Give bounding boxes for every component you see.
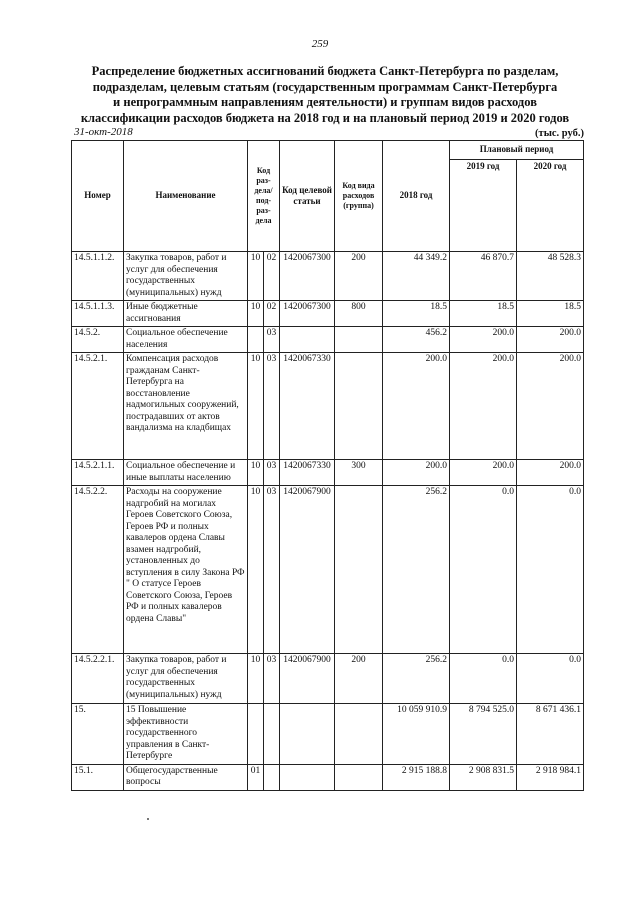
header-name: Наименование [124,141,248,252]
title-line: классификации расходов бюджета на 2018 год и на плановый период 2019 и 2020 годов [80,110,570,125]
row-number: 14.5.1.1.3. [72,301,124,327]
row-2018: 44 349.2 [383,252,450,301]
row-name: Социальное обеспечение и иные выплаты населению [124,460,248,486]
table-row [72,252,584,301]
row-expense-type: 300 [335,460,383,486]
row-2018: 10 059 910.9 [383,704,450,765]
row-2019: 8 794 525.0 [450,704,517,765]
row-subsection: 03 [264,486,280,654]
row-expense-type [335,704,383,765]
header-section-code: Код раз-дела/ под-раз-дела [248,141,280,252]
header-number: Номер [72,141,124,252]
row-target: 1420067900 [280,486,335,654]
row-target [280,327,335,353]
row-2020: 200.0 [517,353,584,460]
row-2019: 0.0 [450,486,517,654]
row-2018: 256.2 [383,486,450,654]
row-subsection: 03 [264,353,280,460]
row-subsection [264,764,280,790]
row-2020: 48 528.3 [517,252,584,301]
row-number: 14.5.2.1. [72,353,124,460]
row-2019: 46 870.7 [450,252,517,301]
row-subsection: 02 [264,252,280,301]
title-line: Распределение бюджетных ассигнований бюджета Санкт-Петербурга по разделам, [91,64,559,78]
row-expense-type [335,327,383,353]
row-2020: 8 671 436.1 [517,704,584,765]
title-line: и непрограммным направлениям деятельности) и группам видов расходов [113,95,537,109]
row-2018: 200.0 [383,353,450,460]
row-2020: 200.0 [517,327,584,353]
row-name: Компенсация расходов гражданам Санкт-Петербурга на восстановление надмогильных сооружений, пострадавших от актов вандализма на кладбищах [124,353,248,460]
header-expense-type-code: Код вида расходов (группа) [335,141,383,252]
row-number: 14.5.2.2. [72,486,124,654]
row-number: 15. [72,704,124,765]
header-2018: 2018 год [383,141,450,252]
units-label: (тыс. руб.) [535,128,584,139]
budget-table [71,140,584,791]
row-section: 10 [248,654,264,704]
row-number: 14.5.2. [72,327,124,353]
row-section: 10 [248,486,264,654]
row-subsection: 03 [264,327,280,353]
row-target: 1420067330 [280,460,335,486]
row-2020: 2 918 984.1 [517,764,584,790]
row-name: Закупка товаров, работ и услуг для обеспечения государственных (муниципальных) нужд [124,252,248,301]
table-row [72,353,584,460]
scan-speck [147,818,149,820]
row-name: Иные бюджетные ассигнования [124,301,248,327]
row-target [280,704,335,765]
row-expense-type [335,764,383,790]
row-2019: 2 908 831.5 [450,764,517,790]
row-section [248,327,264,353]
row-2019: 18.5 [450,301,517,327]
table-row [72,704,584,765]
row-2018: 256.2 [383,654,450,704]
document-date: 31-окт-2018 [74,126,133,138]
row-expense-type [335,486,383,654]
row-subsection: 03 [264,460,280,486]
header-target-code: Код целевой статьи [280,141,335,252]
row-2019: 200.0 [450,353,517,460]
row-name: Расходы на сооружение надгробий на могилах Героев Советского Союза, Героев РФ и полных кавалеров ордена Славы взамен надгробий, установленных до вступления в силу Закона РФ " О статусе Героев Советского Союза, Героев РФ и полных кавалеров ордена Славы" [124,486,248,654]
row-2020: 200.0 [517,460,584,486]
row-subsection [264,704,280,765]
row-2018: 200.0 [383,460,450,486]
row-2019: 200.0 [450,460,517,486]
row-number: 14.5.2.2.1. [72,654,124,704]
row-expense-type: 800 [335,301,383,327]
row-expense-type: 200 [335,654,383,704]
row-2020: 18.5 [517,301,584,327]
table-row [72,486,584,654]
row-expense-type: 200 [335,252,383,301]
row-target [280,764,335,790]
row-number: 15.1. [72,764,124,790]
header-planned-period: Плановый период [450,141,584,160]
row-2019: 200.0 [450,327,517,353]
page-number: 259 [311,38,329,50]
row-subsection: 03 [264,654,280,704]
title-line: подразделам, целевым статьям (государственным программам Санкт-Петербурга [92,79,558,94]
row-name: Общегосударственные вопросы [124,764,248,790]
row-target: 1420067900 [280,654,335,704]
row-section: 10 [248,460,264,486]
row-number: 14.5.1.1.2. [72,252,124,301]
row-section: 10 [248,353,264,460]
header-2020: 2020 год [517,159,584,252]
row-section [248,704,264,765]
row-2018: 456.2 [383,327,450,353]
row-2018: 18.5 [383,301,450,327]
row-target: 1420067300 [280,301,335,327]
row-2020: 0.0 [517,486,584,654]
row-section: 10 [248,301,264,327]
row-name: Закупка товаров, работ и услуг для обеспечения государственных (муниципальных) нужд [124,654,248,704]
row-name: 15 Повышение эффективности государственного управления в Санкт-Петербурге [124,704,248,765]
table-row [72,460,584,486]
row-section: 10 [248,252,264,301]
document-title [60,64,590,126]
row-2019: 0.0 [450,654,517,704]
row-target: 1420067300 [280,252,335,301]
row-expense-type [335,353,383,460]
header-2019: 2019 год [450,159,517,252]
table-row [72,301,584,327]
row-2020: 0.0 [517,654,584,704]
row-number: 14.5.2.1.1. [72,460,124,486]
row-section: 01 [248,764,264,790]
table-row [72,654,584,704]
table-row [72,764,584,790]
row-name: Социальное обеспечение населения [124,327,248,353]
row-target: 1420067330 [280,353,335,460]
table-row [72,327,584,353]
row-subsection: 02 [264,301,280,327]
row-2018: 2 915 188.8 [383,764,450,790]
